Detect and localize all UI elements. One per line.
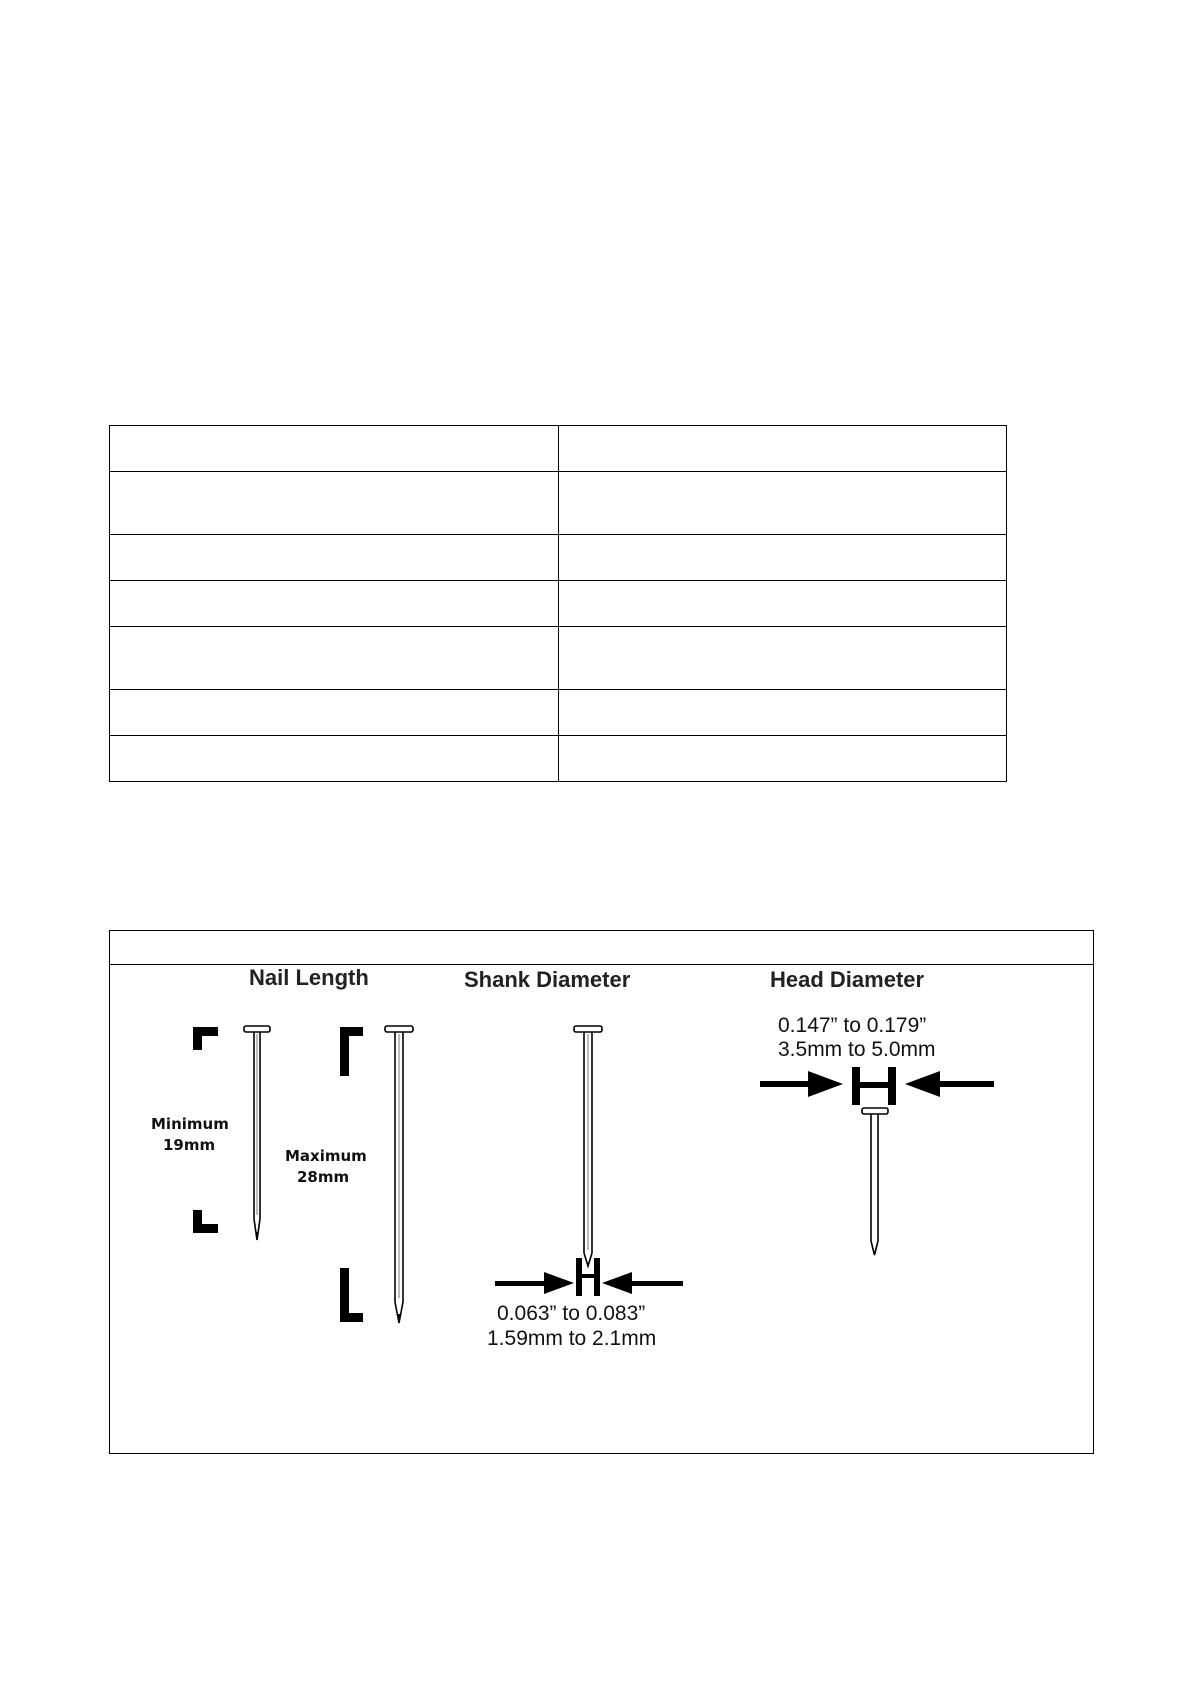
nail-shank-icon (574, 1026, 602, 1266)
shank-range-in: 0.063” to 0.083” (497, 1302, 646, 1325)
min-length-value: 19mm (163, 1136, 216, 1154)
max-length-label: Maximum (285, 1147, 367, 1165)
nail-min-icon (244, 1026, 270, 1240)
nail-head-icon (862, 1108, 888, 1255)
max-length-value: 28mm (297, 1168, 350, 1186)
top-bracket-icon (340, 1027, 363, 1076)
min-length-label: Minimum (151, 1115, 229, 1133)
head-gauge-icon (760, 1067, 994, 1105)
shank-diameter-title: Shank Diameter (464, 967, 631, 992)
bottom-bracket-icon (193, 1210, 218, 1233)
nail-length-title: Nail Length (249, 965, 369, 990)
nail-max-icon (385, 1026, 413, 1323)
head-range-in: 0.147” to 0.179” (778, 1014, 927, 1037)
head-diameter-title: Head Diameter (770, 967, 925, 992)
bottom-bracket-icon (340, 1268, 363, 1322)
head-range-mm: 3.5mm to 5.0mm (778, 1038, 936, 1061)
top-bracket-icon (193, 1027, 218, 1050)
shank-range-mm: 1.59mm to 2.1mm (487, 1327, 657, 1350)
